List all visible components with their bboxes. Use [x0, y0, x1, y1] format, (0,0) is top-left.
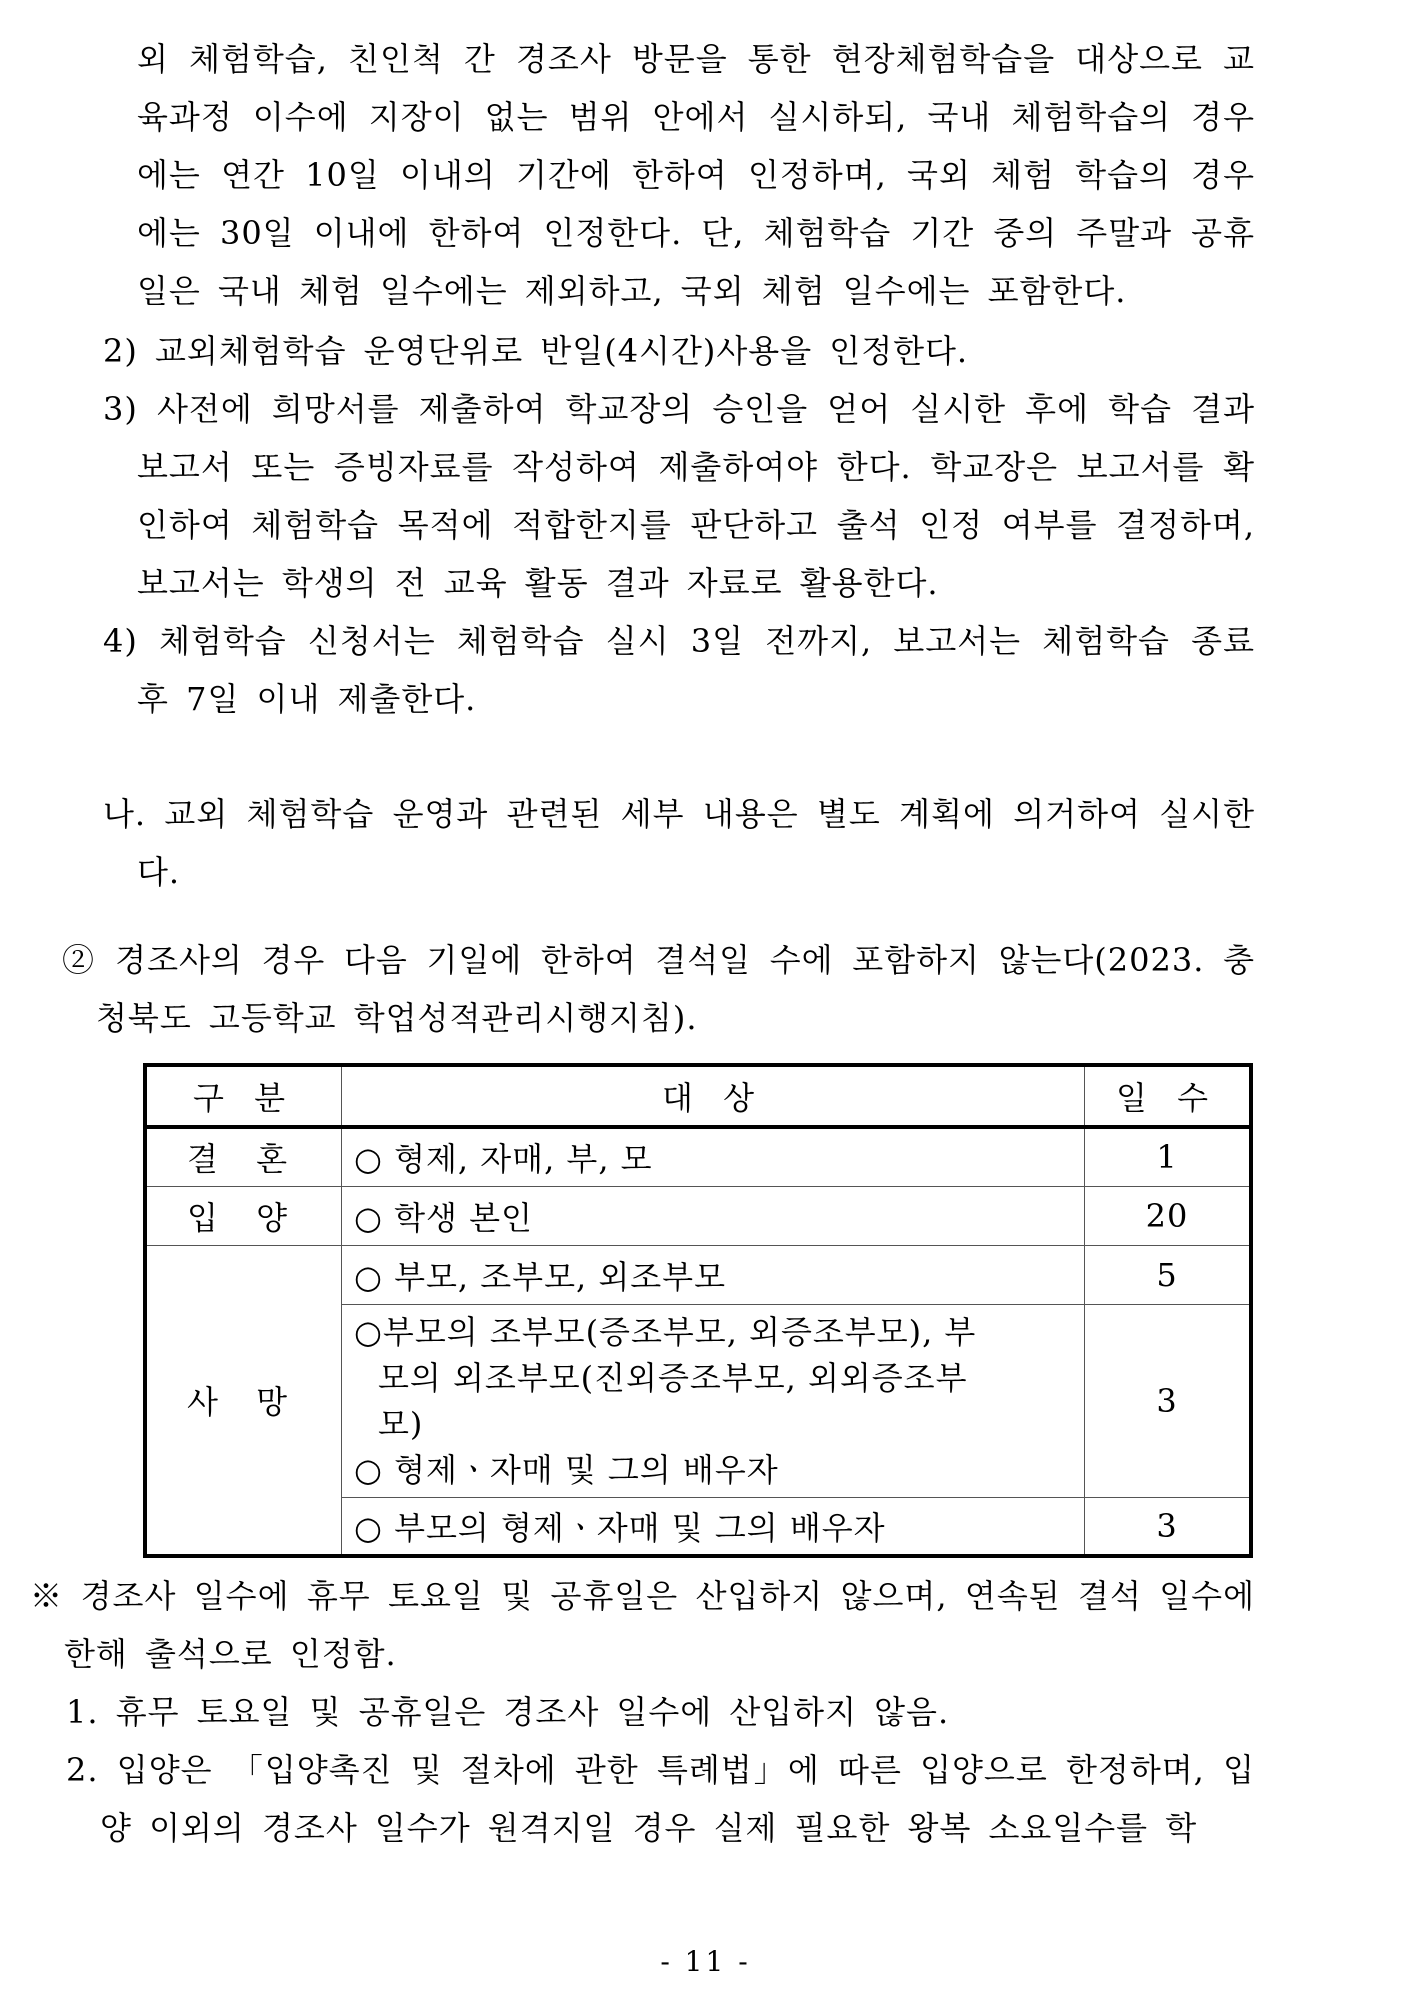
target-line: ○부모의 조부모(증조부모, 외증조부모), 부: [354, 1312, 977, 1351]
row-target: ○ 부모, 조부모, 외조부모: [342, 1245, 1085, 1304]
item-3: 3) 사전에 희망서를 제출하여 학교장의 승인을 얻어 실시한 후에 학습 결과 보고서 또는 증빙자료를 작성하여 제출하여야 한다. 학교장은 보고서를 확인하여 체험학습 목적에 적합한지를 판단하고 출석 인정 여부를 결정하며, 보고서는 학생의 전 교육 활동 결과 자료로 활용한다.: [103, 390, 1255, 602]
row-category: 결 혼: [145, 1127, 342, 1186]
header-days: 일 수: [1085, 1065, 1252, 1127]
header-category: 구 분: [145, 1065, 342, 1127]
row-days: 20: [1085, 1186, 1252, 1245]
intro-paragraph: 외 체험학습, 친인척 간 경조사 방문을 통한 현장체험학습을 대상으로 교육과정 이수에 지장이 없는 범위 안에서 실시하되, 국내 체험학습의 경우에는 연간 10일 이내의 기간에 한하여 인정하며, 국외 체험 학습의 경우에는 30일 이내에 한하여 인정한다. 단, 체험학습 기간 중의 주말과 공휴일은 국내 체험 일수에는 제외하고, 국외 체험 일수에는 포함한다.: [137, 40, 1255, 310]
table-row: [145, 1245, 1251, 1304]
target-line: 모의 외조부모(진외증조부모, 외외증조부: [378, 1358, 968, 1397]
page-number: - 11 -: [660, 1945, 751, 1978]
item-2: 2) 교외체험학습 운영단위로 반일(4시간)사용을 인정한다.: [103, 332, 969, 370]
table-row: [145, 1127, 1251, 1186]
row-category: 입 양: [145, 1186, 342, 1245]
item-4: 4) 체험학습 신청서는 체험학습 실시 3일 전까지, 보고서는 체험학습 종료 후 7일 이내 제출한다.: [103, 622, 1255, 718]
table-row: [145, 1186, 1251, 1245]
row-target: ○ 형제, 자매, 부, 모: [342, 1127, 1085, 1186]
section-2: ② 경조사의 경우 다음 기일에 한하여 결석일 수에 포함하지 않는다(2023. 충청북도 고등학교 학업성적관리시행지침).: [62, 941, 1255, 1037]
row-target: ○ 학생 본인: [342, 1186, 1085, 1245]
section-na: 나. 교외 체험학습 운영과 관련된 세부 내용은 별도 계획에 의거하여 실시한다.: [103, 795, 1255, 891]
header-target: 대 상: [342, 1065, 1085, 1127]
row-days: 3: [1085, 1304, 1252, 1497]
row-days: 3: [1085, 1497, 1252, 1556]
note-paragraph: ※ 경조사 일수에 휴무 토요일 및 공휴일은 산입하지 않으며, 연속된 결석 일수에 한해 출석으로 인정함.: [30, 1577, 1255, 1673]
note-item-2: 2. 입양은 「입양촉진 및 절차에 관한 특례법」에 따른 입양으로 한정하며, 입양 이외의 경조사 일수가 원격지일 경우 실제 필요한 왕복 소요일수를 학: [66, 1751, 1255, 1847]
row-category-death: 사 망: [145, 1245, 342, 1556]
row-days: 5: [1085, 1245, 1252, 1304]
row-days: 1: [1085, 1127, 1252, 1186]
note-item-1: 1. 휴무 토요일 및 공휴일은 경조사 일수에 산입하지 않음.: [66, 1693, 950, 1731]
target-line: ○ 형제ㆍ자매 및 그의 배우자: [354, 1450, 779, 1489]
target-line: 모): [378, 1404, 424, 1443]
row-target: [342, 1304, 1085, 1497]
condolence-leave-table: [143, 1063, 1253, 1558]
row-target: ○ 부모의 형제ㆍ자매 및 그의 배우자: [342, 1497, 1085, 1556]
